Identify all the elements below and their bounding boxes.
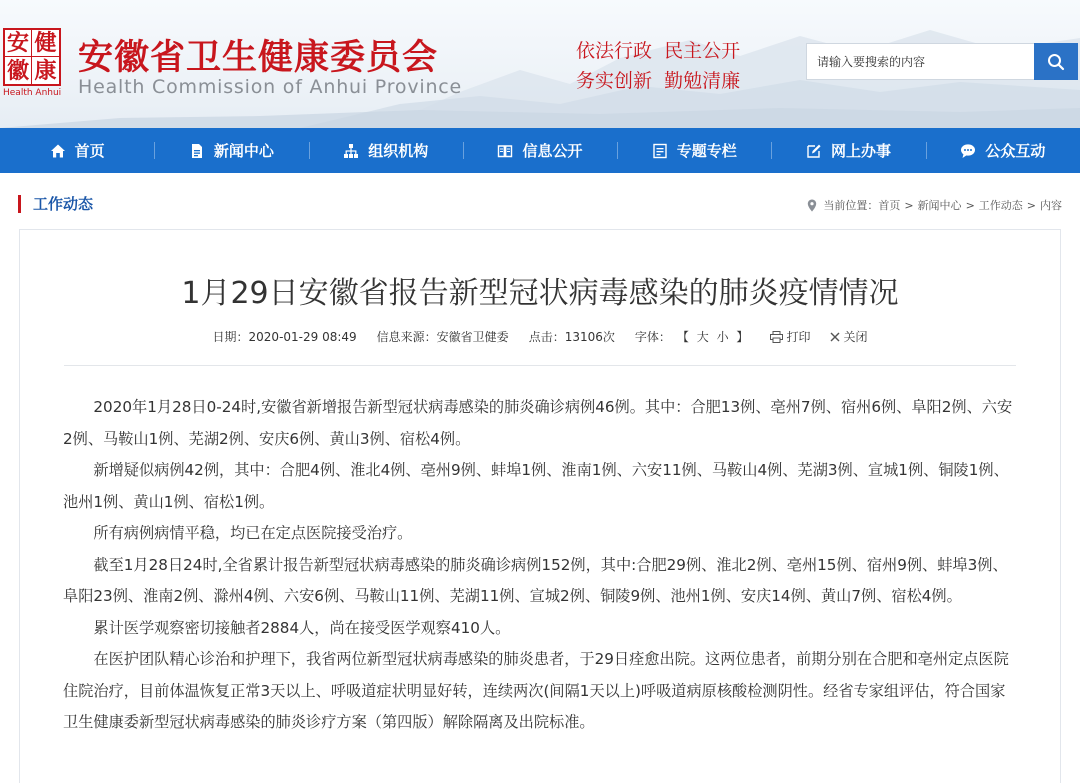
nav-item-label: 信息公开: [522, 142, 583, 160]
article-source: 信息来源：安徽省卫健委: [376, 330, 509, 344]
meta-divider: [64, 365, 1016, 366]
site-subtitle: Health Commission of Anhui Province: [78, 76, 463, 98]
section-bar: [0, 173, 1080, 233]
print-label: 打印: [786, 330, 811, 344]
site-header: [0, 0, 1080, 128]
document-icon: [189, 143, 205, 159]
article-paragraph: 所有病例病情平稳，均已在定点医院接受治疗。: [93, 524, 413, 542]
close-label: 关闭: [843, 330, 868, 344]
close-button[interactable]: [830, 328, 867, 345]
nav-item-label: 首页: [74, 142, 105, 160]
nav-item-home[interactable]: [0, 128, 154, 173]
nav-item-online-services[interactable]: [771, 128, 925, 173]
logo-mark: [3, 28, 61, 86]
nav-item-info-disclosure[interactable]: [463, 128, 617, 173]
breadcrumb-separator: >: [965, 198, 975, 212]
breadcrumb-item[interactable]: 新闻中心: [917, 199, 962, 212]
article-paragraph: 新增疑似病例42例，其中：合肥4例、淮北4例、亳州9例、蚌埠1例、淮南1例、六安11例、马鞍山4例、芜湖3例、宣城1例、铜陵1例、池州1例、黄山1例、宿松1例。: [63, 461, 1009, 511]
font-size-options: [675, 328, 751, 345]
print-button[interactable]: [770, 328, 810, 345]
breadcrumb: [807, 197, 1062, 213]
book-icon: [497, 143, 513, 159]
chat-icon: [960, 143, 976, 159]
breadcrumb-separator: >: [904, 198, 914, 212]
article-paragraph: 累计医学观察密切接触者2884人，尚在接受医学观察410人。: [93, 618, 511, 637]
font-size-small[interactable]: 小: [716, 330, 729, 344]
article-paragraph: 2020年1月28日0-24时,安徽省新增报告新型冠状病毒感染的肺炎确诊病例46例。其中：合肥13例、亳州7例、宿州6例、阜阳2例、六安2例、马鞍山1例、芜湖2例、安庆6例、黄山3例、宿松4例。: [63, 398, 1013, 448]
article-title: 1月29日安徽省报告新型冠状病毒感染的肺炎疫情情况: [181, 276, 899, 311]
nav-item-special-topics[interactable]: [617, 128, 771, 173]
breadcrumb-item[interactable]: 首页: [878, 199, 901, 212]
nav-item-label: 专题专栏: [676, 142, 737, 160]
edit-icon: [806, 143, 822, 159]
site-logo[interactable]: [3, 28, 61, 100]
org-chart-icon: [343, 143, 359, 159]
board-icon: [652, 143, 668, 159]
nav-item-organization[interactable]: [309, 128, 463, 173]
motto: [576, 36, 740, 96]
article-paragraph: 在医护团队精心诊治和护理下，我省两位新型冠状病毒感染的肺炎患者，于29日痊愈出院。这两位患者，前期分别在合肥和亳州定点医院住院治疗，目前体温恢复正常3天以上、呼吸道症状明显好转，连续两次(间隔1天以上)呼吸道病原核酸检测阴性。经省专家组评估，符合国家卫生健康委新型冠状病毒感染的肺炎诊疗方案（第四版）解除隔离及出院标准。: [63, 650, 1009, 731]
close-icon: [830, 332, 840, 342]
article-card: [19, 229, 1061, 783]
font-bracket-close: 】: [736, 330, 749, 344]
breadcrumb-item[interactable]: 工作动态: [978, 199, 1023, 212]
font-size-label: 字体：: [634, 330, 671, 344]
font-size-control: [635, 328, 751, 345]
motto-line: 务实创新 勤勉清廉: [576, 70, 741, 92]
breadcrumb-separator: >: [1026, 198, 1036, 212]
section-marker: [18, 195, 21, 213]
main-nav: [0, 128, 1080, 173]
search-icon: [1047, 53, 1065, 71]
search-bar: [806, 43, 1078, 80]
article-clicks: 点击：13106次: [528, 330, 615, 344]
nav-item-public-interaction[interactable]: [926, 128, 1080, 173]
breadcrumb-prefix: 当前位置：: [823, 199, 879, 212]
font-bracket-open: 【: [676, 330, 689, 344]
article-date: 日期：2020-01-29 08:49: [212, 330, 357, 344]
search-button[interactable]: [1034, 43, 1078, 80]
article-meta: [20, 328, 1060, 345]
nav-item-label: 新闻中心: [213, 142, 274, 160]
nav-item-label: 网上办事: [831, 142, 892, 160]
logo-char: 安: [5, 30, 32, 57]
nav-item-label: 公众互动: [985, 142, 1046, 160]
site-title[interactable]: 安徽省卫生健康委员会: [78, 38, 439, 78]
nav-item-label: 组织机构: [368, 142, 429, 160]
logo-char: 徽: [5, 57, 32, 84]
motto-line: 依法行政 民主公开: [576, 40, 741, 62]
font-size-large[interactable]: 大: [696, 330, 709, 344]
logo-subtext: Health Anhui: [3, 88, 62, 98]
location-pin-icon: [807, 199, 817, 212]
home-icon: [50, 143, 66, 159]
section-title[interactable]: 工作动态: [33, 195, 94, 213]
nav-item-news[interactable]: [154, 128, 308, 173]
logo-char: 康: [34, 57, 57, 84]
article-body: [63, 392, 1018, 739]
print-icon: [770, 331, 783, 343]
logo-char: 健: [32, 30, 59, 57]
search-input[interactable]: [806, 43, 1035, 80]
article-paragraph: 截至1月28日24时,全省累计报告新型冠状病毒感染的肺炎确诊病例152例，其中:合肥29例、淮北2例、亳州15例、宿州9例、蚌埠3例、阜阳23例、淮南2例、滁州4例、六安6例、马鞍山11例、芜湖11例、宣城2例、铜陵9例、池州1例、安庆14例、黄山7例、宿松4例。: [63, 555, 1008, 605]
breadcrumb-item: 内容: [1040, 199, 1062, 212]
